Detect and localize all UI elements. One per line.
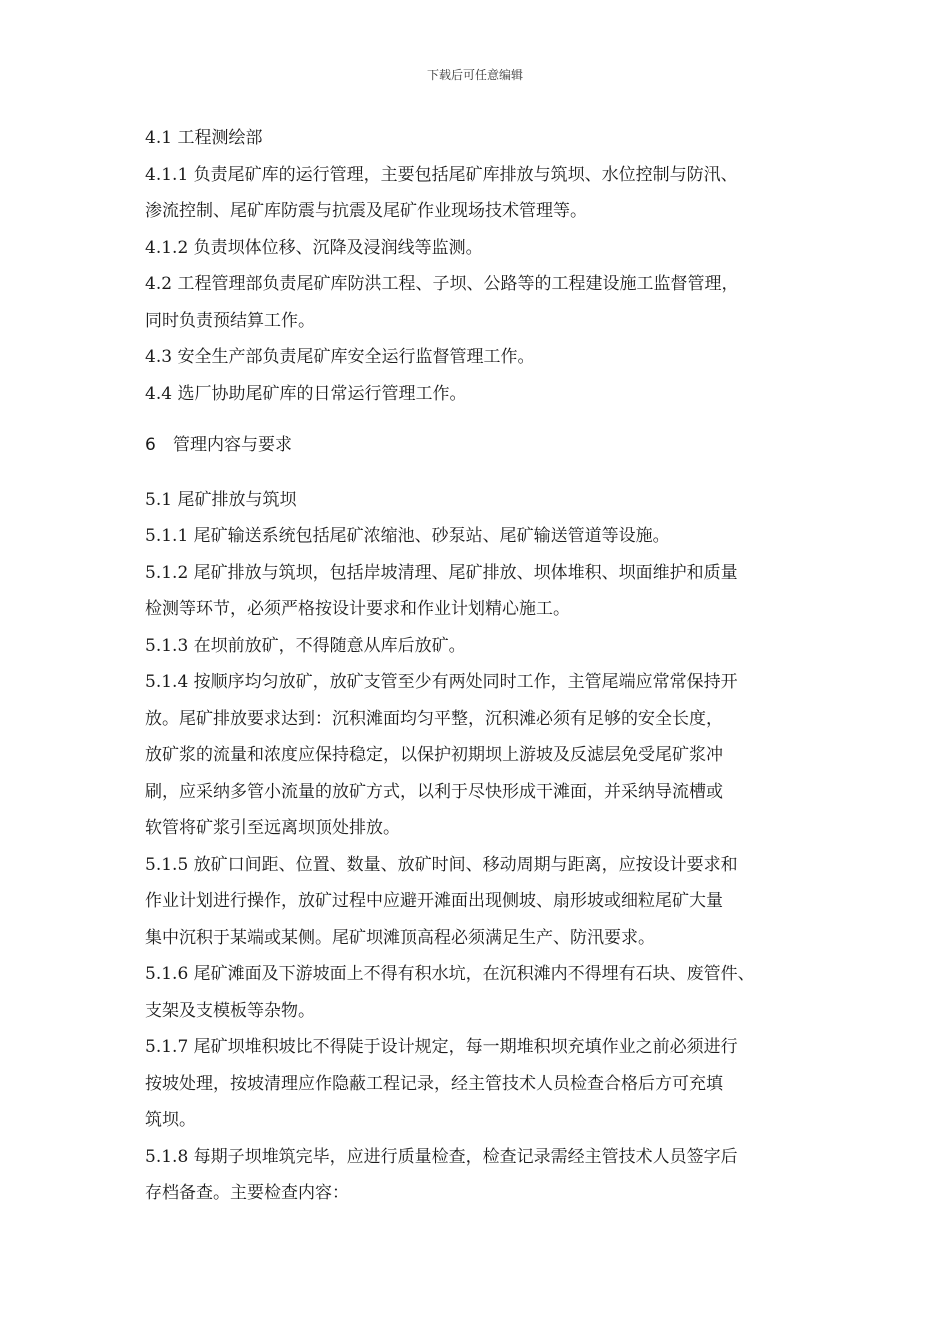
text-line: 渗流控制、尾矿库防震与抗震及尾矿作业现场技术管理等。 bbox=[145, 201, 587, 221]
paragraph bbox=[145, 376, 825, 413]
heading-title: 管理内容与要求 bbox=[173, 435, 292, 455]
section-heading-6 bbox=[145, 427, 825, 464]
text-line: 4.4 选厂协助尾矿库的日常运行管理工作。 bbox=[145, 383, 467, 404]
section-4 bbox=[145, 120, 825, 412]
paragraph bbox=[145, 1139, 825, 1212]
paragraph bbox=[145, 482, 825, 519]
text-line: 按坡处理，按坡清理应作隐蔽工程记录，经主管技术人员检查合格后方可充填 bbox=[145, 1073, 723, 1094]
page-header: 下载后可任意编辑 bbox=[426, 68, 523, 82]
text-line: 集中沉积于某端或某侧。尾矿坝滩顶高程必须满足生产、防汛要求。 bbox=[145, 927, 655, 948]
text-line: 5.1.8 每期子坝堆筑完毕，应进行质量检查，检查记录需经主管技术人员签字后 bbox=[145, 1146, 738, 1167]
paragraph bbox=[145, 157, 825, 230]
text-line: 刷，应采纳多管小流量的放矿方式，以利于尽快形成干滩面，并采纳导流槽或 bbox=[145, 781, 723, 802]
text-line: 软管将矿浆引至远离坝顶处排放。 bbox=[145, 818, 400, 838]
heading-number: 6 bbox=[145, 435, 156, 455]
text-line: 支架及支模板等杂物。 bbox=[145, 1000, 315, 1021]
paragraph bbox=[145, 518, 825, 555]
text-line: 筑坝。 bbox=[145, 1110, 196, 1130]
text-line: 5.1.7 尾矿坝堆积坡比不得陡于设计规定，每一期堆积坝充填作业之前必须进行 bbox=[145, 1037, 738, 1057]
text-line: 检测等环节，必须严格按设计要求和作业计划精心施工。 bbox=[145, 599, 570, 619]
text-line: 4.2 工程管理部负责尾矿库防洪工程、子坝、公路等的工程建设施工监督管理， bbox=[145, 274, 739, 294]
text-line: 放矿浆的流量和浓度应保持稳定，以保护初期坝上游坡及反滤层免受尾矿浆冲 bbox=[145, 745, 723, 765]
paragraph bbox=[145, 664, 825, 847]
text-line: 5.1.2 尾矿排放与筑坝，包括岸坡清理、尾矿排放、坝体堆积、坝面维护和质量 bbox=[145, 562, 738, 583]
paragraph bbox=[145, 956, 825, 1029]
text-line: 4.3 安全生产部负责尾矿库安全运行监督管理工作。 bbox=[145, 347, 535, 367]
text-line: 同时负责预结算工作。 bbox=[145, 310, 315, 331]
paragraph bbox=[145, 266, 825, 339]
text-line: 作业计划进行操作，放矿过程中应避开滩面出现侧坡、扇形坡或细粒尾矿大量 bbox=[145, 891, 723, 911]
text-line: 4.1.2 负责坝体位移、沉降及浸润线等监测。 bbox=[145, 237, 483, 258]
text-line: 5.1.5 放矿口间距、位置、数量、放矿时间、移动周期与距离，应按设计要求和 bbox=[145, 854, 738, 875]
text-line: 4.1 工程测绘部 bbox=[145, 128, 263, 148]
text-line: 4.1.1 负责尾矿库的运行管理，主要包括尾矿库排放与筑坝、水位控制与防汛、 bbox=[145, 164, 738, 185]
paragraph bbox=[145, 628, 825, 665]
text-line: 存档备查。主要检查内容： bbox=[145, 1183, 349, 1203]
text-line: 5.1.3 在坝前放矿，不得随意从库后放矿。 bbox=[145, 635, 466, 656]
paragraph bbox=[145, 847, 825, 957]
paragraph bbox=[145, 339, 825, 376]
paragraph bbox=[145, 120, 825, 157]
paragraph bbox=[145, 230, 825, 267]
text-line: 5.1.6 尾矿滩面及下游坡面上不得有积水坑，在沉积滩内不得埋有石块、废管件、 bbox=[145, 964, 755, 984]
text-line: 5.1.1 尾矿输送系统包括尾矿浓缩池、砂泵站、尾矿输送管道等设施。 bbox=[145, 526, 670, 546]
document-body bbox=[145, 120, 825, 1212]
text-line: 5.1 尾矿排放与筑坝 bbox=[145, 489, 297, 510]
text-line: 5.1.4 按顺序均匀放矿，放矿支管至少有两处同时工作，主管尾端应常常保持开 bbox=[145, 672, 738, 692]
paragraph bbox=[145, 555, 825, 628]
section-5 bbox=[145, 482, 825, 1212]
paragraph bbox=[145, 1029, 825, 1139]
text-line: 放。尾矿排放要求达到：沉积滩面均匀平整，沉积滩必须有足够的安全长度， bbox=[145, 708, 723, 729]
